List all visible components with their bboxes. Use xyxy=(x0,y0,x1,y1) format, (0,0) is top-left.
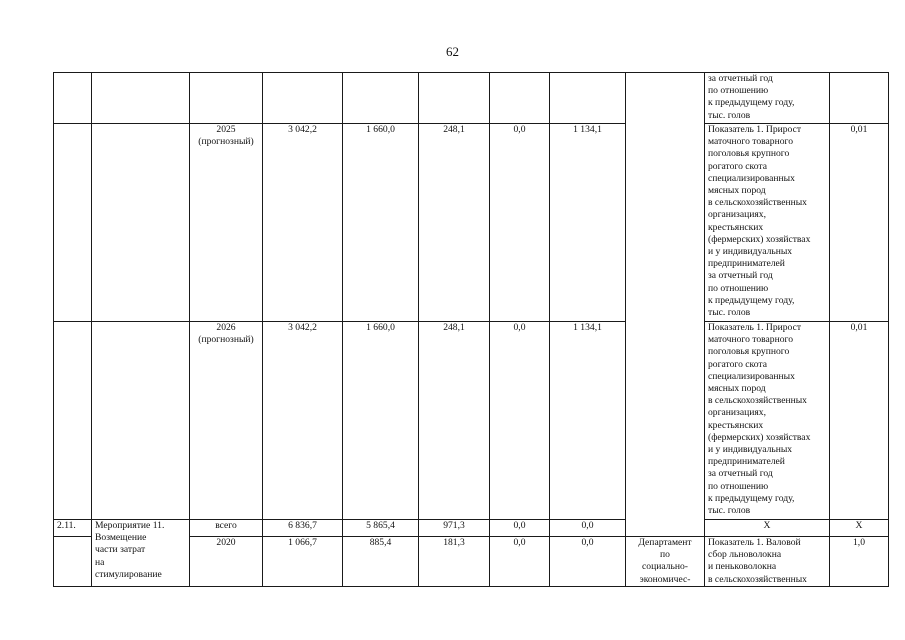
cell-value: X xyxy=(830,520,889,537)
cell-local: 0,0 xyxy=(490,124,550,322)
cell-regional: 971,3 xyxy=(419,520,490,537)
cell-year xyxy=(190,124,263,322)
executor-text: Департамент по социально- экономичес- xyxy=(638,537,692,585)
cell-local: 0,0 xyxy=(490,537,550,587)
cell-federal: 1 660,0 xyxy=(343,124,419,322)
cell-number-blank xyxy=(54,73,92,124)
cell-indicator xyxy=(705,322,830,520)
table-row-2026 xyxy=(54,322,889,520)
cell-local: 0,0 xyxy=(490,520,550,537)
cell-total: 3 042,2 xyxy=(263,322,343,520)
cell-measure xyxy=(92,520,190,587)
cell-value: 0,01 xyxy=(830,322,889,520)
cell-year-blank xyxy=(190,73,263,124)
cell-extra: 0,0 xyxy=(550,537,626,587)
cell-extra-blank xyxy=(550,73,626,124)
cell-value: 1,0 xyxy=(830,537,889,587)
cell-number-blank xyxy=(54,124,92,322)
cell-extra: 1 134,1 xyxy=(550,124,626,322)
cell-number-blank xyxy=(54,537,92,587)
cell-total: 6 836,7 xyxy=(263,520,343,537)
table-row-continuation xyxy=(54,73,889,124)
cell-executor xyxy=(626,537,705,587)
cell-executor-blank xyxy=(626,73,705,537)
cell-federal-blank xyxy=(343,73,419,124)
cell-extra: 0,0 xyxy=(550,520,626,537)
cell-total: 1 066,7 xyxy=(263,537,343,587)
cell-indicator xyxy=(705,73,830,124)
cell-year: 2020 xyxy=(190,537,263,587)
cell-value-blank xyxy=(830,73,889,124)
cell-extra: 1 134,1 xyxy=(550,322,626,520)
table-row-2025 xyxy=(54,124,889,322)
table-row-measure-total xyxy=(54,520,889,537)
cell-regional: 248,1 xyxy=(419,322,490,520)
cell-measure-blank xyxy=(92,322,190,520)
cell-indicator xyxy=(705,537,830,587)
cell-federal: 885,4 xyxy=(343,537,419,587)
funding-table xyxy=(53,72,889,587)
cell-local: 0,0 xyxy=(490,322,550,520)
year-text: 2025 (прогнозный) xyxy=(198,124,254,148)
cell-year xyxy=(190,322,263,520)
cell-measure-blank xyxy=(92,124,190,322)
cell-year: всего xyxy=(190,520,263,537)
page-number: 62 xyxy=(446,44,459,59)
cell-value: 0,01 xyxy=(830,124,889,322)
cell-number: 2.11. xyxy=(54,520,92,537)
cell-federal: 5 865,4 xyxy=(343,520,419,537)
cell-measure-blank xyxy=(92,73,190,124)
cell-federal: 1 660,0 xyxy=(343,322,419,520)
cell-local-blank xyxy=(490,73,550,124)
cell-total-blank xyxy=(263,73,343,124)
indicator-text: Показатель 1. Валовой сбор льноволокна и пеньковолокна в сельскохозяйственных xyxy=(708,537,807,585)
cell-indicator xyxy=(705,124,830,322)
indicator-text: Показатель 1. Прирост маточного товарного поголовья крупного рогатого скота специализированных мясных пород в сельскохозяйственных организациях, крестьянских (фермерских) хозяйствах и у индивидуальных предпринимателей за отчетный год по отношению к предыдущему году, тыс. голов xyxy=(708,322,811,517)
cell-regional-blank xyxy=(419,73,490,124)
cell-regional: 181,3 xyxy=(419,537,490,587)
indicator-text: за отчетный год по отношению к предыдущему году, тыс. голов xyxy=(708,73,795,121)
cell-regional: 248,1 xyxy=(419,124,490,322)
measure-text: Мероприятие 11. Возмещение части затрат на стимулирование xyxy=(95,520,165,580)
cell-indicator: X xyxy=(705,520,830,537)
indicator-text: Показатель 1. Прирост маточного товарного поголовья крупного рогатого скота специализированных мясных пород в сельскохозяйственных организациях, крестьянских (фермерских) хозяйствах и у индивидуальных предпринимателей за отчетный год по отношению к предыдущему году, тыс. голов xyxy=(708,124,811,319)
year-text: 2026 (прогнозный) xyxy=(198,322,254,346)
cell-number-blank xyxy=(54,322,92,520)
cell-total: 3 042,2 xyxy=(263,124,343,322)
